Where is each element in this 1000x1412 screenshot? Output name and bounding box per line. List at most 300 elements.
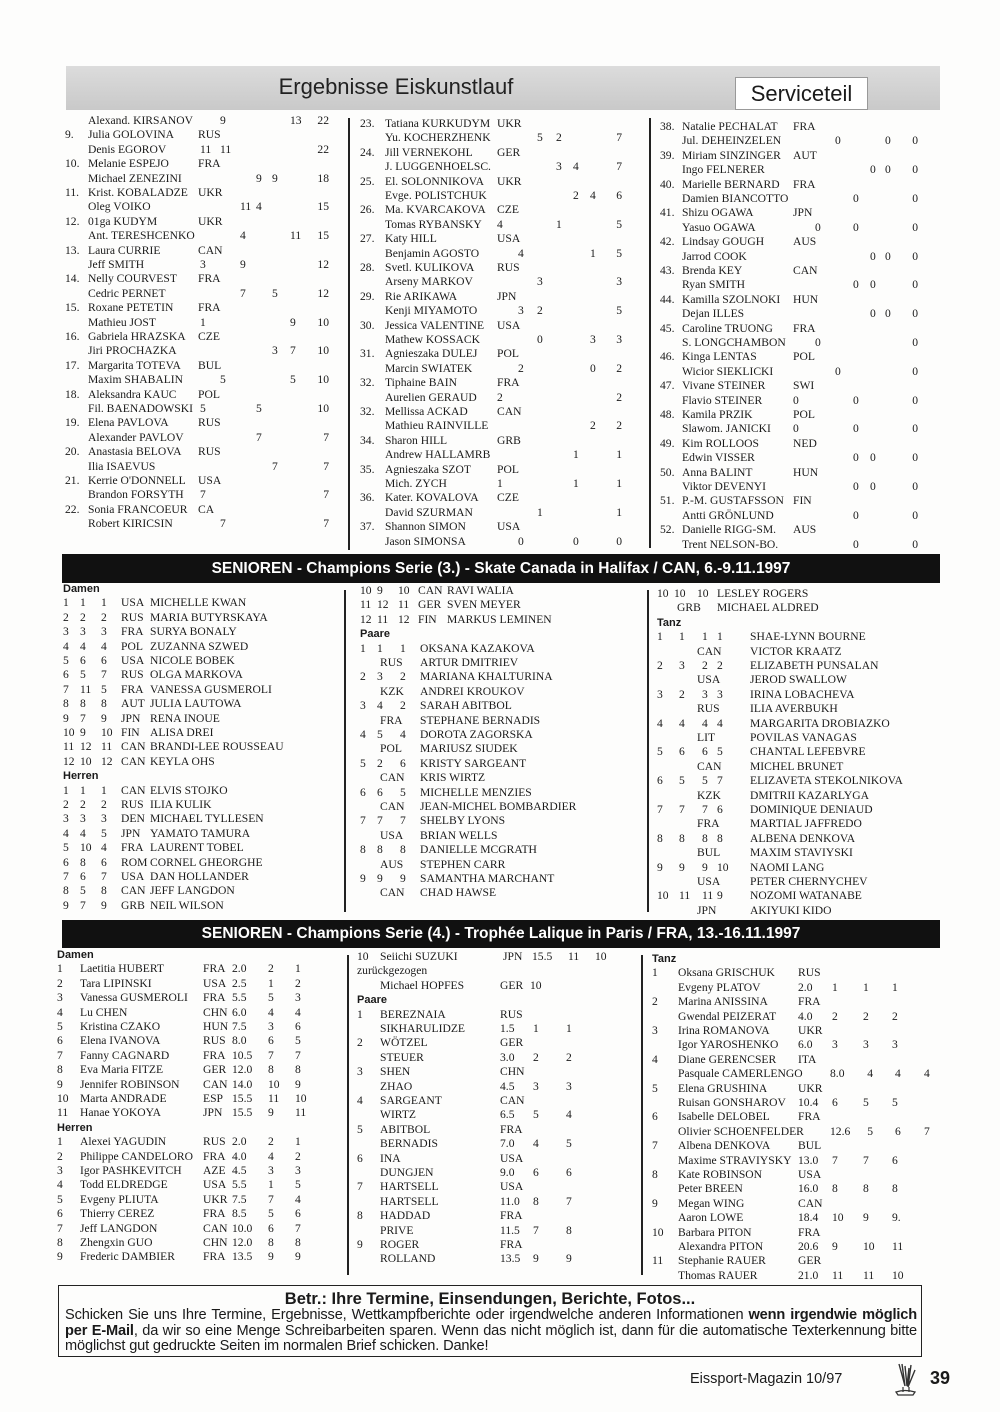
score: 0 <box>870 278 876 292</box>
place: 8 <box>377 843 383 857</box>
skater-name: Gabriela HRAZSKA <box>88 330 186 343</box>
place: 7 <box>863 1153 869 1167</box>
place: 1 <box>679 630 685 644</box>
skater-name: Jennifer ROBINSON <box>80 1077 180 1091</box>
place: 10 <box>697 587 709 600</box>
country-code: USA <box>121 870 145 883</box>
place: 4 <box>357 1094 363 1107</box>
total-score: 0 <box>912 480 918 493</box>
country-code: UKR <box>798 1024 823 1037</box>
score: 2 <box>573 189 579 202</box>
country-code: FIN <box>793 494 812 508</box>
skater-name: Margarita TOTEVA <box>88 358 181 372</box>
score: 0 <box>885 307 891 321</box>
place: 8 <box>566 1223 572 1237</box>
place: 1 <box>57 962 63 976</box>
place: 1 <box>295 962 301 976</box>
total-score: 10 <box>317 344 329 358</box>
place: 11 <box>892 1240 904 1253</box>
skater-name: Zhengxin GUO <box>80 1236 153 1249</box>
rank: 42. <box>660 235 675 249</box>
skater-name: ILIA KULIK <box>150 798 212 811</box>
rank: 51. <box>660 494 675 508</box>
partner-name: Ant. TERESHCENKO <box>88 229 195 243</box>
place: 1 <box>80 596 86 610</box>
place: 8 <box>717 831 723 845</box>
rank: 37. <box>360 520 375 534</box>
place: 2 <box>566 1050 572 1064</box>
skater-name: Frederic DAMBIER <box>80 1250 175 1264</box>
place: 8 <box>863 1182 869 1196</box>
skater-name: P.-M. GUSTAFSSON <box>682 494 784 508</box>
rank: 16. <box>65 330 80 343</box>
column-divider <box>641 955 643 1275</box>
place: 10 <box>657 889 669 903</box>
country-code: DEN <box>121 812 145 826</box>
place: 7 <box>295 1048 301 1062</box>
skater-name: Kate ROBINSON <box>678 1168 763 1181</box>
score: 0 <box>815 220 821 234</box>
total-score: 0 <box>912 451 918 465</box>
place: 10 <box>657 587 669 600</box>
country-code: FRA <box>793 177 816 191</box>
country-code: USA <box>497 232 521 246</box>
place: 6 <box>892 1153 898 1167</box>
place: 11 <box>360 598 372 612</box>
place: 11 <box>268 1092 280 1105</box>
score: 9 <box>220 114 226 127</box>
skater-name: Alexei YAGUDIN <box>80 1135 167 1149</box>
category-paare: Paare <box>360 628 390 641</box>
place: 9 <box>657 860 663 874</box>
place: 9 <box>717 889 723 903</box>
place: 9 <box>295 1250 301 1264</box>
total-score: 3 <box>616 333 622 346</box>
country-code: FRA <box>203 1250 226 1264</box>
place: 5 <box>892 1096 898 1109</box>
score: 0 <box>853 393 859 407</box>
place: 9 <box>57 1250 63 1264</box>
place: 7 <box>295 1221 301 1235</box>
place: 6 <box>652 1110 658 1124</box>
place: 4 <box>101 841 107 855</box>
partner-name: Oleg VOIKO <box>88 200 151 214</box>
place: 5 <box>702 774 708 788</box>
partner-name: Alexandra PITON <box>678 1240 764 1253</box>
place: 7 <box>400 814 406 828</box>
skater-name: Caroline TRUONG <box>682 321 773 335</box>
skater-name: 01ga KUDYM <box>88 214 158 228</box>
partner-name: Arseny MARKOV <box>385 275 473 289</box>
place: 4 <box>360 728 366 741</box>
place: 4 <box>895 1067 901 1081</box>
place: 11 <box>377 612 389 626</box>
place: 9 <box>101 711 107 725</box>
country-code: RUS <box>798 966 821 980</box>
total-score: 1 <box>616 448 622 462</box>
total-score: 0 <box>912 192 918 205</box>
place: 8 <box>63 697 69 711</box>
place: 8 <box>80 855 86 869</box>
total-score: 15 <box>317 200 329 214</box>
place: 10 <box>595 950 607 963</box>
score: 5 <box>256 402 262 415</box>
score: 4 <box>240 229 246 243</box>
place: 4 <box>295 1192 301 1206</box>
country-code: AUS <box>380 857 404 871</box>
country-code: POL <box>497 347 519 361</box>
skater-name: MICHAEL TYLLESEN <box>150 812 264 826</box>
place: 5 <box>863 1096 869 1109</box>
skater-name: Katy HILL <box>385 232 437 246</box>
rank: 41. <box>660 206 675 220</box>
place: 3 <box>295 1164 301 1177</box>
place: 8 <box>400 843 406 857</box>
skater-name: SVEN MEYER <box>447 598 521 612</box>
skater-name: DOROTA ZAGORSKA <box>420 728 533 741</box>
total-score: 0 <box>912 364 918 378</box>
place: 10 <box>80 754 92 768</box>
country-code: CAN <box>380 886 405 900</box>
place: 11 <box>57 1106 69 1120</box>
place: 3 <box>80 812 86 826</box>
place: 1 <box>717 630 723 644</box>
skater-name: Diane GERENCSER <box>678 1052 777 1066</box>
country-code: ROM <box>121 855 148 869</box>
place: 2 <box>400 699 406 713</box>
country-code: RUS <box>380 656 403 669</box>
place: 2 <box>295 1149 301 1163</box>
place: 1 <box>892 980 898 994</box>
country-code: RUS <box>697 702 720 716</box>
place: 7 <box>101 668 107 682</box>
country-code: BUL <box>697 846 721 860</box>
score: 0 <box>853 422 859 436</box>
rank: 52. <box>660 523 675 537</box>
skater-name: Oksana GRISCHUK <box>678 966 775 980</box>
total-score: 5 <box>616 304 622 318</box>
partner-name: Edwin VISSER <box>682 451 755 465</box>
place: 3 <box>652 1024 658 1037</box>
place: 9 <box>533 1252 539 1266</box>
factored-places: 9.0 <box>500 1166 515 1179</box>
partner-name: Olivier SCHOENFELDER <box>678 1124 804 1138</box>
place: 9 <box>566 1252 572 1266</box>
partner-name: Michael ZENEZINI <box>88 171 182 185</box>
place: 6 <box>679 745 685 759</box>
country-code: CAN <box>798 1196 823 1210</box>
factored-places: 10.4 <box>798 1096 819 1109</box>
total-score: 7 <box>323 459 329 473</box>
score: 0 <box>518 534 524 548</box>
partner-name: ZHAO <box>380 1079 413 1093</box>
place: 8 <box>657 831 663 845</box>
place: 2 <box>360 670 366 684</box>
score: 1 <box>200 315 206 329</box>
skater-name: LAURENT TOBEL <box>150 841 244 855</box>
place: 8 <box>892 1182 898 1196</box>
place: 6 <box>295 1207 301 1221</box>
factored-places: 7.5 <box>232 1020 247 1033</box>
score: 11 <box>220 142 232 156</box>
country-code: JPN <box>697 903 717 917</box>
magazine-issue: Eissport-Magazin 10/97 <box>690 1371 843 1387</box>
skater-name: Elena IVANOVA <box>80 1034 161 1048</box>
place: 6 <box>57 1207 63 1221</box>
score: 1 <box>573 477 579 490</box>
skater-name: MICHELLE KWAN <box>150 596 247 610</box>
place: 5 <box>268 1207 274 1221</box>
factored-places: 12.0 <box>232 1063 253 1077</box>
place: 6 <box>832 1096 838 1109</box>
country-code: UKR <box>497 174 522 188</box>
skater-name: DANIELLE MCGRATH <box>420 843 537 857</box>
total-score: 0 <box>912 134 918 148</box>
country-code: CAN <box>497 405 522 418</box>
category-herren: Herren <box>63 770 99 783</box>
skater-name: Michael HOPFES <box>380 978 465 992</box>
rank: 11. <box>65 186 80 199</box>
skater-name: Marielle BERNARD <box>682 177 780 191</box>
place: 10 <box>80 841 92 855</box>
place: 8 <box>679 831 685 845</box>
score: 0 <box>537 333 543 346</box>
score: 0 <box>853 537 859 551</box>
page-number: 39 <box>930 1368 951 1388</box>
total-score: 2 <box>616 361 622 375</box>
factored-places: 15.5 <box>532 950 553 963</box>
skater-name: NOZOMI WATANABE <box>750 889 862 903</box>
place: 8 <box>101 884 107 898</box>
country-code: AUT <box>121 697 145 711</box>
place: 8 <box>268 1063 274 1077</box>
place: 9 <box>80 726 86 739</box>
total-score: 0 <box>912 508 918 522</box>
partner-name: STEPHEN CARR <box>420 857 506 871</box>
skater-name: Tatiana KURKUDYM <box>385 117 491 130</box>
place: 3 <box>357 1065 363 1079</box>
place: 3 <box>892 1038 898 1052</box>
score: 5 <box>537 131 543 145</box>
place: 9 <box>57 1077 63 1091</box>
partner-name: DUNGJEN <box>380 1166 434 1179</box>
score: 7 <box>272 459 278 473</box>
column-divider <box>347 955 349 1275</box>
country-code: GER <box>500 1036 524 1050</box>
partner-name: Aaron LOWE <box>678 1211 744 1225</box>
total-score: 2 <box>616 419 622 433</box>
place: 9 <box>377 584 383 597</box>
rank: 47. <box>660 379 675 393</box>
score: 9 <box>240 258 246 271</box>
skater-name: Jeff LANGDON <box>80 1221 158 1235</box>
country-code: CAN <box>198 243 223 257</box>
place: 3 <box>57 991 63 1005</box>
skater-name: RAVI WALIA <box>447 584 514 597</box>
factored-places: 4.5 <box>500 1079 515 1093</box>
partner-name: ANDREI KROUKOV <box>420 684 525 698</box>
column-divider <box>348 118 350 550</box>
rank: 13. <box>65 243 80 257</box>
place: 9 <box>832 1240 838 1253</box>
place: 7 <box>80 898 86 912</box>
place: 2 <box>533 1050 539 1064</box>
skater-name: Melanie ESPEJO <box>88 157 169 171</box>
place: 4 <box>652 1052 658 1066</box>
partner-name: Viktor DEVENYI <box>682 480 766 493</box>
skater-name: Mellissa ACKAD <box>385 405 468 418</box>
score: 9 <box>272 171 278 185</box>
skater-name: OKSANA KAZAKOVA <box>420 641 535 655</box>
total-score: 10 <box>317 373 329 387</box>
place: 11 <box>568 950 580 963</box>
place: 10 <box>530 978 542 992</box>
skater-name: Fanny CAGNARD <box>80 1048 170 1062</box>
skater-name: Tara LIPINSKI <box>80 976 152 990</box>
partner-name: Tomas RYBANSKY <box>385 217 482 231</box>
skater-name: INA <box>380 1151 401 1165</box>
partner-name: Marcin SWIATEK <box>385 361 473 375</box>
factored-places: 15.5 <box>232 1092 253 1105</box>
skater-name: OLGA MARKOVA <box>150 668 243 682</box>
place: 8 <box>295 1236 301 1249</box>
score: 4 <box>497 217 503 231</box>
place: 11 <box>101 740 113 754</box>
place: 11 <box>398 598 410 612</box>
partner-name: PRIVE <box>380 1223 414 1237</box>
place: 5 <box>360 756 366 770</box>
place: 6 <box>533 1166 539 1179</box>
place: 3 <box>101 812 107 826</box>
place: 6 <box>101 855 107 869</box>
skater-name: Vivane STEINER <box>682 379 766 393</box>
place: 3 <box>717 687 723 701</box>
country-code: KZK <box>380 684 404 698</box>
partner-name: Mich. ZYCH <box>385 477 447 490</box>
place: 1 <box>80 783 86 797</box>
skater-name: Ma. KVARCAKOVA <box>385 203 486 217</box>
place: 1 <box>101 783 107 797</box>
country-code: JPN <box>121 826 141 840</box>
place: 4 <box>867 1067 873 1081</box>
column-divider <box>647 590 649 912</box>
skater-name: Svetl. KULIKOVA <box>385 261 475 274</box>
partner-name: Antti GRÖNLUND <box>682 508 774 522</box>
place: 5 <box>377 728 383 741</box>
country-code: UKR <box>798 1081 823 1095</box>
country-code: RUS <box>497 261 520 274</box>
total-score: 2 <box>616 390 622 404</box>
skater-name: Julia GOLOVINA <box>88 128 174 142</box>
rank: 23. <box>360 117 375 130</box>
skater-name: Anastasia BELOVA <box>88 445 182 459</box>
place: 12 <box>360 612 372 626</box>
factored-places: 8.0 <box>830 1067 845 1081</box>
place: 7 <box>657 803 663 816</box>
skater-name: RENA INOUE <box>150 711 220 725</box>
partner-name: Fil. BAENADOWSKI <box>88 402 193 415</box>
place: 6 <box>101 654 107 667</box>
skater-name: VANESSA GUSMEROLI <box>150 682 272 696</box>
skater-name: SHAE-LYNN BOURNE <box>750 630 866 644</box>
rank: 43. <box>660 264 675 277</box>
country-code: USA <box>203 976 227 990</box>
factored-places: 13.0 <box>798 1153 819 1167</box>
place: 6 <box>377 785 383 799</box>
total-score: 7 <box>323 517 329 531</box>
place: 8 <box>101 697 107 711</box>
place: 8 <box>357 1209 363 1223</box>
place: 11 <box>80 682 92 696</box>
place: 8 <box>360 843 366 857</box>
partner-name: Alexand. KIRSANOV <box>88 114 193 127</box>
place: 5 <box>295 1178 301 1192</box>
skater-name: Marina ANISSINA <box>678 995 768 1009</box>
skater-name: SURYA BONALY <box>150 625 237 639</box>
country-code: USA <box>798 1168 822 1181</box>
rank: 19. <box>65 416 80 430</box>
skater-name: Vanessa GUSMEROLI <box>80 991 188 1005</box>
place: 9 <box>360 872 366 885</box>
factored-places: 4.0 <box>232 1149 247 1163</box>
place: 11 <box>295 1106 307 1120</box>
place: 5 <box>657 745 663 759</box>
score: 0 <box>573 534 579 548</box>
country-code: POL <box>497 462 519 476</box>
place: 7 <box>360 814 366 828</box>
place: 7 <box>63 682 69 696</box>
score: 1 <box>573 448 579 462</box>
country-code: FRA <box>121 841 144 855</box>
partner-name: Dejan ILLES <box>682 307 745 321</box>
score: 0 <box>793 422 799 436</box>
place: 9 <box>400 872 406 885</box>
country-code: FRA <box>500 1209 523 1223</box>
partner-name: Ilia ISAEVUS <box>88 459 156 473</box>
place: 4 <box>80 639 86 653</box>
country-code: GRB <box>497 433 521 447</box>
country-code: FIN <box>418 612 437 626</box>
score: 13 <box>290 114 302 127</box>
place: 10 <box>360 584 372 597</box>
skater-name: Kim ROLLOOS <box>682 436 759 450</box>
place: 7 <box>924 1124 930 1138</box>
score: 2 <box>518 361 524 375</box>
skater-name: MARIA BUTYRSKAYA <box>150 610 268 624</box>
country-code: FRA <box>121 682 144 696</box>
place: 11 <box>832 1268 844 1282</box>
score: 0 <box>815 336 821 349</box>
category-tanz: Tanz <box>657 616 682 629</box>
category-damen: Damen <box>57 949 94 961</box>
skater-name: CHANTAL LEFEBVRE <box>750 745 866 759</box>
place: 7 <box>717 774 723 788</box>
place: 7 <box>101 870 107 883</box>
place: 5 <box>101 682 107 696</box>
country-code: CZE <box>497 203 519 217</box>
partner-name: Yasuo OGAWA <box>682 220 756 234</box>
place: 2 <box>863 1009 869 1023</box>
skater-name: Nelly COURVEST <box>88 272 177 286</box>
rank: 30. <box>360 318 375 332</box>
factored-places: 2.0 <box>232 962 247 976</box>
score: 4 <box>573 160 579 174</box>
place: 6 <box>657 774 663 788</box>
place: 5 <box>101 826 107 840</box>
factored-places: 13.5 <box>500 1252 521 1266</box>
place: 6 <box>400 756 406 770</box>
factored-places: 12.0 <box>232 1236 253 1249</box>
